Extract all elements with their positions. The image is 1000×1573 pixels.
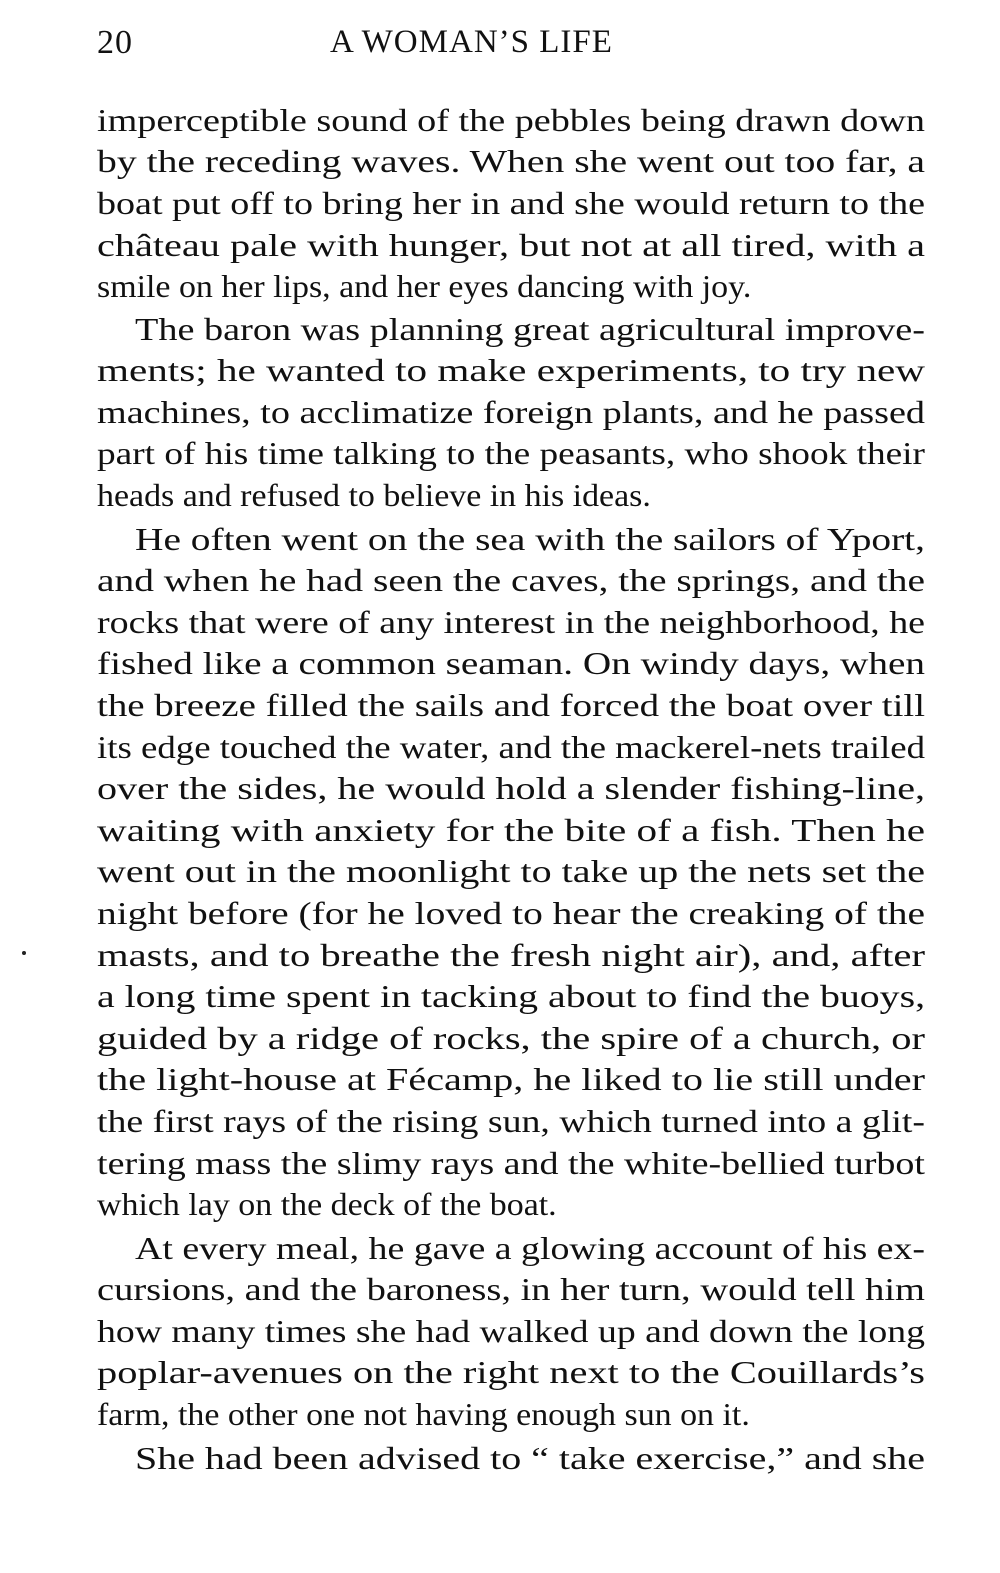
text-line: She had been advised to “ take exercise,” and she	[135, 1440, 926, 1476]
text-line: masts, and to breathe the fresh night air), and, after	[97, 937, 925, 973]
text-line: over the sides, he would hold a slender fishing-line,	[97, 770, 926, 806]
text-line: boat put off to bring her in and she would return to the	[97, 185, 926, 221]
text-line: machines, to acclimatize foreign plants, and he passed	[97, 394, 925, 430]
text-line: imperceptible sound of the pebbles being drawn down	[97, 102, 925, 138]
text-line: the breeze filled the sails and forced the boat over till	[97, 687, 926, 723]
text-line: fished like a common seaman. On windy days, when	[97, 645, 925, 681]
text-line: the light-house at Fécamp, he liked to lie still under	[97, 1061, 926, 1097]
text-line: its edge touched the water, and the mackerel-nets trailed	[97, 729, 925, 765]
text-line: which lay on the deck of the boat.	[97, 1186, 557, 1222]
text-line: At every meal, he gave a glowing account of his ex-	[135, 1230, 926, 1266]
text-line: poplar-avenues on the right next to the Couillards’s	[97, 1354, 926, 1390]
text-line: waiting with anxiety for the bite of a fish. Then he	[97, 812, 925, 848]
text-line: smile on her lips, and her eyes dancing with joy.	[97, 268, 752, 304]
text-line: a long time spent in tacking about to find the buoys,	[97, 978, 926, 1014]
text-line: guided by a ridge of rocks, the spire of a church, or	[97, 1020, 925, 1056]
text-line: The baron was planning great agricultural improve-	[135, 311, 926, 347]
text-line: and when he had seen the caves, the springs, and the	[97, 562, 925, 598]
text-line: night before (for he loved to hear the creaking of the	[97, 895, 926, 931]
text-line: by the receding waves. When she went out too far, a	[97, 143, 926, 179]
text-line: cursions, and the baroness, in her turn, would tell him	[97, 1271, 925, 1307]
text-line: rocks that were of any interest in the neighborhood, he	[97, 604, 926, 640]
text-line: how many times she had walked up and down the long	[97, 1313, 925, 1349]
text-line: ments; he wanted to make experiments, to try new	[97, 352, 926, 388]
running-title: A WOMAN’S LIFE	[330, 24, 613, 60]
text-line: part of his time talking to the peasants, who shook their	[97, 435, 925, 471]
text-line: château pale with hunger, but not at all tired, with a	[97, 227, 925, 263]
text-line: He often went on the sea with the sailors of Yport,	[135, 521, 925, 557]
text-line: tering mass the slimy rays and the white-bellied turbot	[97, 1145, 925, 1181]
text-line: went out in the moonlight to take up the nets set the	[97, 853, 925, 889]
page-number: 20	[97, 24, 133, 61]
text-line: farm, the other one not having enough sun on it.	[97, 1396, 750, 1432]
text-line: the first rays of the rising sun, which turned into a glit-	[97, 1103, 925, 1139]
text-line: heads and refused to believe in his ideas.	[97, 477, 651, 513]
ink-speck	[22, 951, 26, 955]
